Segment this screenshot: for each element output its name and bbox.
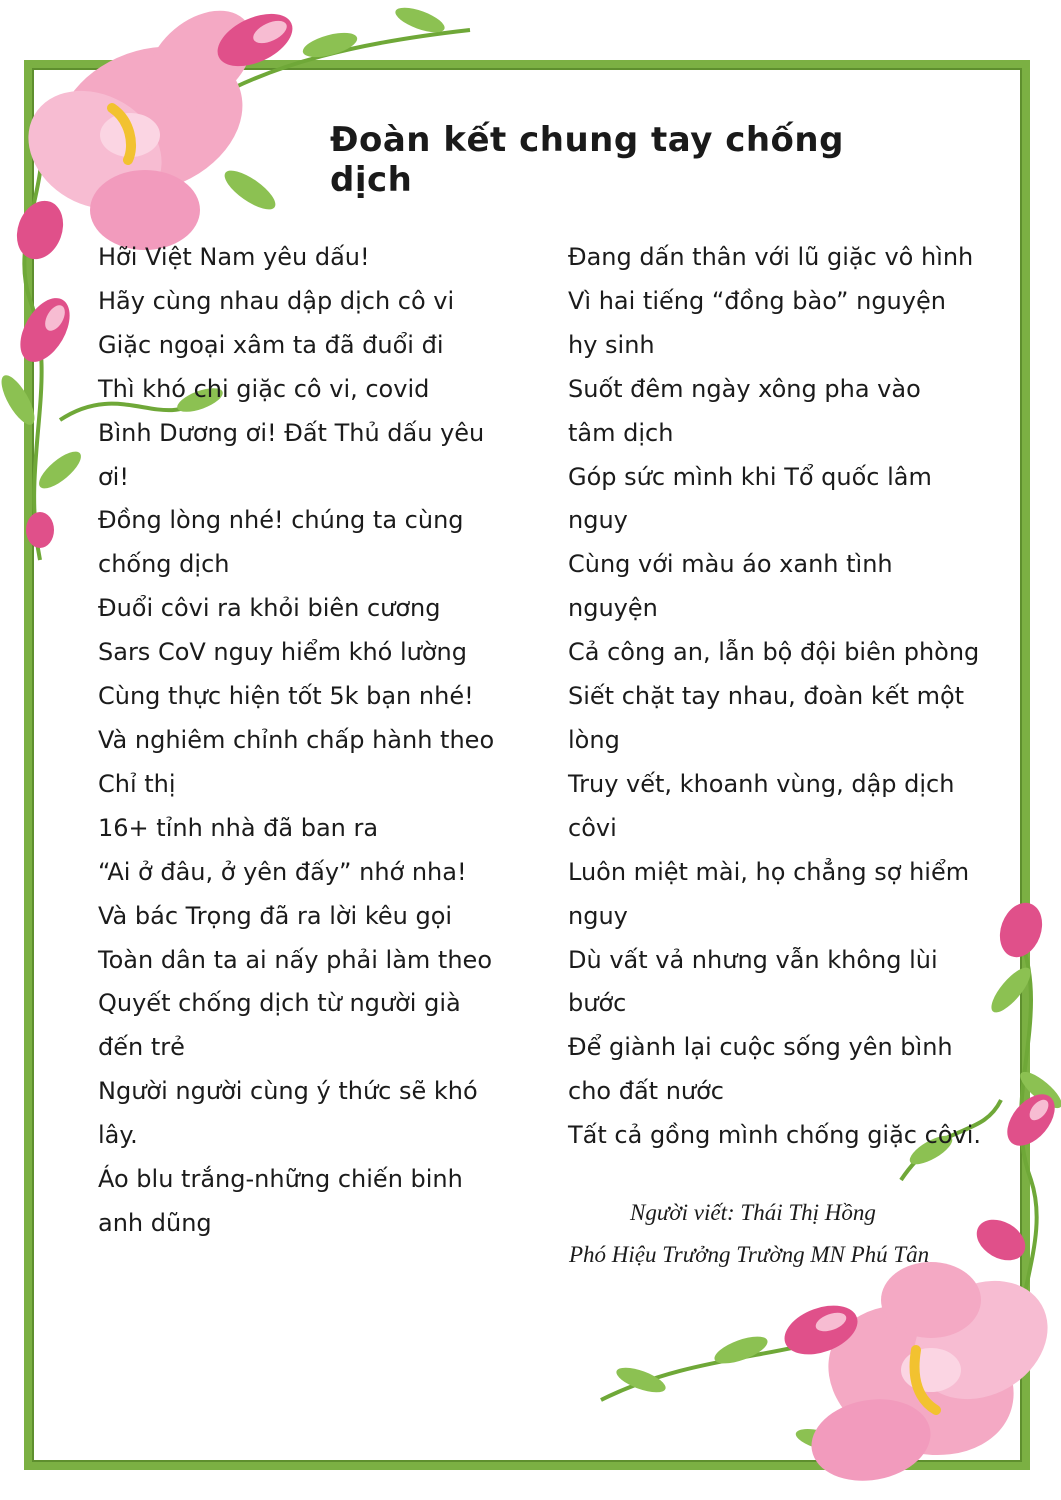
poem-line: Áo blu trắng-những chiến binh xyxy=(98,1165,463,1194)
poem-line: nguy xyxy=(568,901,628,930)
poem-line: Chỉ thị xyxy=(98,769,176,798)
poem-line: Toàn dân ta ai nấy phải làm theo xyxy=(98,945,492,974)
poem-line: Để giành lại cuộc sống yên bình xyxy=(568,1033,953,1062)
poem-line: Dù vất vả nhưng vẫn không lùi xyxy=(568,945,938,974)
poem-line: Giặc ngoại xâm ta đã đuổi đi xyxy=(98,330,444,359)
poem-line: Và bác Trọng đã ra lời kêu gọi xyxy=(98,901,453,930)
poem-line: “Ai ở đâu, ở yên đấy” nhớ nha! xyxy=(98,857,467,886)
poem-line: Thì khó chi giặc cô vi, covid xyxy=(98,374,430,403)
author-line: Người viết: Thái Thị Hồng xyxy=(630,1200,876,1225)
poem-line: Bình Dương ơi! Đất Thủ dấu yêu xyxy=(98,418,485,447)
poem-line: đến trẻ xyxy=(98,1033,185,1062)
poem-line: côvi xyxy=(568,813,617,842)
poem-line: Góp sức mình khi Tổ quốc lâm xyxy=(568,462,932,491)
poem-line: Cả công an, lẫn bộ đội biên phòng xyxy=(568,638,980,667)
poem-line: Suốt đêm ngày xông pha vào xyxy=(568,374,921,403)
poem-line: lây. xyxy=(98,1121,138,1150)
poem-line: 16+ tỉnh nhà đã ban ra xyxy=(98,813,379,842)
poem-right-column xyxy=(568,236,1008,1158)
poem-line: Hãy cùng nhau dập dịch cô vi xyxy=(98,286,455,315)
poem-line: nguy xyxy=(568,506,628,535)
poem-line: Quyết chống dịch từ người già xyxy=(98,989,461,1018)
poem-line: Sars CoV nguy hiểm khó lường xyxy=(98,638,467,667)
poem-title: Đoàn kết chung tay chống dịch xyxy=(330,120,844,200)
poem-line: Đang dấn thân với lũ giặc vô hình xyxy=(568,243,974,271)
poem-line: anh dũng xyxy=(98,1208,212,1237)
poem-line: cho đất nước xyxy=(568,1077,724,1106)
poem-line: Truy vết, khoanh vùng, dập dịch xyxy=(568,769,955,798)
poem-line: Cùng thực hiện tốt 5k bạn nhé! xyxy=(98,682,474,711)
poem-line: lòng xyxy=(568,725,620,754)
poem-line: Vì hai tiếng “đồng bào” nguyện xyxy=(568,286,946,315)
author-position: Phó Hiệu Trưởng Trường MN Phú Tân xyxy=(569,1242,930,1267)
poem-line: Đồng lòng nhé! chúng ta cùng xyxy=(98,506,464,535)
poem-line: bước xyxy=(568,989,627,1018)
poem-line: Tất cả gồng mình chống giặc côvi. xyxy=(568,1121,982,1150)
poem-line: hy sinh xyxy=(568,330,655,359)
poem-line: tâm dịch xyxy=(568,418,674,447)
poem-line: Hỡi Việt Nam yêu dấu! xyxy=(98,243,370,271)
poem-line: nguyện xyxy=(568,594,658,623)
poem-left-column xyxy=(98,236,538,1246)
poem-line: chống dịch xyxy=(98,550,230,579)
poem-line: Siết chặt tay nhau, đoàn kết một xyxy=(568,682,965,711)
poem-line: Và nghiêm chỉnh chấp hành theo xyxy=(98,725,495,754)
poem-line: Luôn miệt mài, họ chẳng sợ hiểm xyxy=(568,857,970,886)
poem-line: Đuổi côvi ra khỏi biên cương xyxy=(98,594,441,623)
poem-line: Cùng với màu áo xanh tình xyxy=(568,550,893,579)
poem-line: ơi! xyxy=(98,462,129,491)
poem-line: Người người cùng ý thức sẽ khó xyxy=(98,1077,478,1106)
